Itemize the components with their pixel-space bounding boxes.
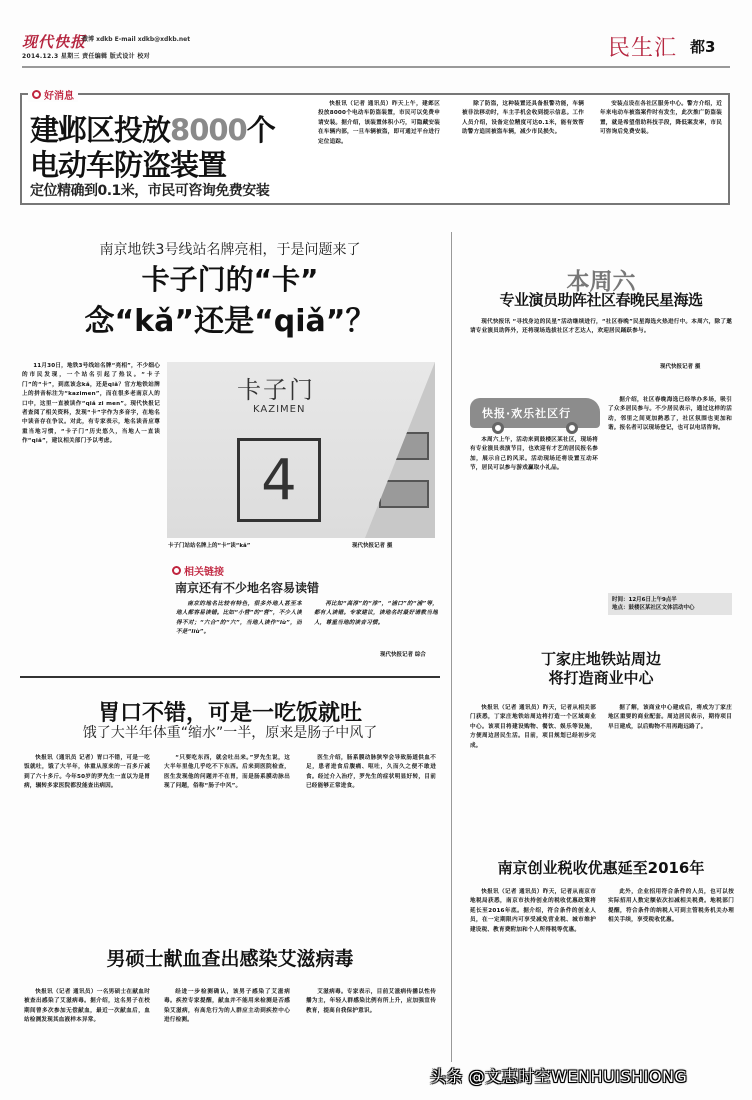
related-credit: 现代快报记者 综合	[380, 652, 426, 658]
paragraph: 此外，企业招用符合条件的人员，也可以按实际招用人数定额依次扣减相关税费。地税部门提醒，符合条件的纳税人可到主管税务机关办理相关手续，享受税收优惠。	[608, 889, 734, 924]
section-name: 民生汇	[608, 36, 678, 61]
headline-line: 丁家庄地铁站周边	[540, 650, 661, 668]
related-headline: 南京还有不少地名容易读错	[175, 581, 320, 595]
ebike-column-1	[318, 100, 440, 196]
paragraph: 医生介绍，肠系膜动脉狭窄会导致肠道供血不足，患者进食后腹痛、呕吐，久而久之便不敢进食。经过介入治疗，罗先生的症状明显好转，目前已经能够正常进食。	[306, 755, 436, 790]
bus-label: 快报·欢乐社区行	[482, 407, 572, 420]
sign-chinese-name: 卡子门	[237, 376, 315, 404]
paragraph: 快报讯（通讯员 记者）胃口不错，可是一吃饭就吐，饿了大半年，体重从原来的一百多斤减到了六十多斤。今年50岁的罗先生一直以为是胃病，辗转多家医院都没能查出病因。	[24, 755, 150, 790]
paragraph: 快报讯（记者 通讯员）昨天，记者从南京市地税局获悉，南京市扶持创业的税收优惠政策将延长至2016年底。据介绍，符合条件的创业人员，在一定期限内可享受减免营业税、城市维护建设税、教育费附加和个人所得税等优惠。	[470, 889, 596, 933]
photo-credit: 现代快报记者 摄	[352, 543, 393, 549]
kazimen-kicker: 南京地铁3号线站名牌亮相，于是问题来了	[99, 242, 361, 258]
paragraph: 经进一步检测确认，该男子感染了艾滋病毒。疾控专家提醒，献血并不能用来检测是否感染艾滋病，有高危行为的人群应主动到疾控中心进行检测。	[164, 989, 290, 1024]
ebike-subhead: 定位精确到0.1米，市民可咨询免费安装	[30, 183, 270, 199]
paragraph: 11月30日，地铁3号线站名牌“亮相”，不少细心的市民发现，一个站名引起了热议。“卡子门”的“卡”，到底该念kǎ，还是qiǎ？官方地铁站牌上的拼音标注为“kazimen”，而在很多老南京人的口中，这里一直被读作“qiǎ zi men”。现代快报记者查阅了相关资料，发现“卡”字作为多音字，在地名中读音存在争议。对此，有专家表示，地名读音应尊重当地习惯，“卡子门”历史悠久，当地人一直读作“qiǎ”，建议相关部门予以考虑。	[22, 363, 160, 445]
kazimen-station-photo	[167, 362, 435, 538]
ebike-headline-line2: 电动车防盗装置	[30, 148, 227, 182]
paragraph: “只要吃东西，就会吐出来。”罗先生说，这大半年里他几乎吃不下东西。后来到医院检查，医生发现他的问题并不在胃，而是肠系膜动脉出现了问题，俗称“肠子中风”。	[164, 755, 290, 790]
section-divider	[20, 676, 440, 678]
headline-number: 8000	[170, 113, 247, 147]
paragraph: 南京的地名比较有特色，很多外地人甚至本地人都容易读错。比如“小营”的“营”，不少人读得不对；“六合”的“六”，当地人读作“lù”，而不是“liù”。	[176, 601, 302, 636]
bus-wheel-icon	[492, 422, 504, 434]
paragraph: 快报讯（记者 通讯员）昨天上午，建邺区投放8000个电动车防盗装置，市民可以免费申请安装。据介绍，该装置体积小巧，可隐藏安装在车辆内部，一旦车辆被盗，即可通过平台进行定位追踪。	[318, 101, 440, 145]
related-link-tag	[168, 563, 228, 578]
stomach-headline: 胃口不错，可是一吃饭就吐	[97, 701, 362, 726]
masthead-divider	[22, 66, 730, 68]
event-time: 时间：12月6日上午9点半	[612, 597, 677, 603]
event-place: 地点：鼓楼区某社区文体活动中心	[612, 605, 695, 611]
paragraph: 艾滋病毒。专家表示，目前艾滋病传播以性传播为主，年轻人群感染比例有所上升，应加强宣传教育，提高自我保护意识。	[306, 989, 436, 1014]
kazimen-headline-line1: 卡子门的“卡”	[141, 263, 319, 296]
stomach-column-1	[24, 754, 150, 916]
masthead-contact: 微博 xdkb E-mail xdkb@xdkb.net	[82, 36, 191, 43]
paragraph: 除了防盗，这种装置还具备报警功能，车辆被非法移动时，车主手机会收到提示信息。工作人员介绍，设备定位精度可达0.1米，能有效帮助警方追回被盗车辆，减少市民损失。	[462, 101, 584, 136]
saturday-credit: 现代快报记者 摄	[660, 364, 701, 370]
paragraph: 据了解，该商业中心建成后，将成为丁家庄地区重要的商业配套。周边居民表示，期待项目早日建成，以后购物不用再跑远路了。	[608, 705, 732, 730]
saturday-headline: 专业演员助阵社区春晚民星海选	[499, 291, 703, 309]
masthead-date-line: 2014.12.3 星期三 责任编辑 版式设计 校对	[22, 53, 150, 60]
paragraph: 据介绍，社区春晚海选已经举办多场，吸引了众多居民参与。不少居民表示，通过这样的活动，邻里之间更加熟悉了，社区氛围也更加和谐。报名者可以现场登记，也可以电话咨询。	[608, 397, 732, 432]
tax-column-2	[608, 888, 734, 1064]
tag-label: 好消息	[44, 91, 74, 102]
ebike-column-2	[462, 100, 584, 196]
page-number: 都3	[690, 38, 716, 56]
tag-bullet-icon	[172, 566, 181, 575]
headline-line: 将打造商业中心	[548, 669, 654, 687]
paragraph: 快报讯（记者 通讯员）昨天，记者从相关部门获悉，丁家庄地铁站周边将打造一个区域商业中心。该项目将建设购物、餐饮、娱乐等设施，方便周边居民生活。目前，项目规划已经初步完成。	[470, 705, 596, 749]
aids-headline: 男硕士献血查出感染艾滋病毒	[106, 948, 354, 970]
sign-pinyin-name: KAZIMEN	[253, 404, 306, 415]
newspaper-logo: 现代快报	[22, 33, 87, 51]
dingjiazhuang-column-2	[608, 704, 732, 816]
paragraph: 安装点设在各社区服务中心。警方介绍，近年来电动车被盗案件时有发生，此次推广防盗装置，就是希望借助科技手段，降低案发率，市民可咨询后免费安装。	[600, 101, 722, 136]
aids-column-3	[306, 988, 436, 1064]
related-column-1	[176, 600, 302, 658]
related-column-2	[314, 600, 438, 648]
good-news-tag	[28, 87, 78, 102]
tag-bullet-icon	[32, 90, 41, 99]
ebike-column-3	[600, 100, 722, 196]
saturday-kicker: 本周六	[566, 269, 636, 295]
saturday-column-right	[608, 396, 732, 586]
tax-column-1	[470, 888, 596, 1064]
stomach-column-3	[306, 754, 436, 902]
source-watermark: 头条 @文惠时空WENHUISHIONG	[430, 1067, 688, 1086]
event-notice-box	[608, 593, 732, 615]
aids-column-2	[164, 988, 290, 1064]
kazimen-column	[22, 362, 160, 658]
headline-text: 建邺区投放	[30, 113, 171, 147]
paragraph: 快报讯（记者 通讯员）一名男硕士在献血时被查出感染了艾滋病毒。据介绍，这名男子在校期间曾多次参加无偿献血，最近一次献血后，血站检测发现其血液样本异常。	[24, 989, 150, 1024]
dingjiazhuang-headline	[458, 650, 744, 688]
aids-column-1	[24, 988, 150, 1064]
paragraph: 现代快报讯 “寻找身边的民星”活动继续进行，“社区春晚”民星海选火热进行中。本周六，除了邀请专业演员助阵外，还将现场选拔社区才艺达人，欢迎居民踊跃参与。	[470, 319, 732, 335]
stomach-column-2	[164, 754, 290, 916]
tag-label: 相关链接	[184, 567, 224, 578]
tax-headline: 南京创业税收优惠延至2016年	[497, 859, 705, 877]
kazimen-headline-line2: 念“kǎ”还是“qiǎ”？	[84, 304, 376, 339]
saturday-column-left	[470, 436, 598, 586]
sign-exit-number: 4	[237, 438, 321, 522]
community-bus-logo	[470, 398, 600, 428]
building-background	[365, 362, 435, 538]
page-column-divider	[451, 232, 452, 1062]
photo-caption: 卡子门站站名牌上的“卡”读“kǎ”	[168, 543, 251, 549]
bus-wheel-icon	[566, 422, 578, 434]
paragraph: 本周六上午，活动来到鼓楼区某社区，现场将有专业演员表演节目，也欢迎有才艺的居民报名参加，展示自己的风采。活动现场还将设置互动环节，居民可以参与游戏赢取小礼品。	[470, 437, 598, 472]
headline-text: 个	[246, 113, 275, 147]
dingjiazhuang-column-1	[470, 704, 596, 826]
paragraph: 再比如“高淳”的“淳”，“浦口”的“浦”等，都有人读错。专家建议，读地名时最好请教当地人，尊重当地的读音习惯。	[314, 601, 438, 626]
stomach-subhead: 饿了大半年体重“缩水”一半，原来是肠子中风了	[82, 725, 378, 741]
saturday-lead	[470, 318, 732, 358]
